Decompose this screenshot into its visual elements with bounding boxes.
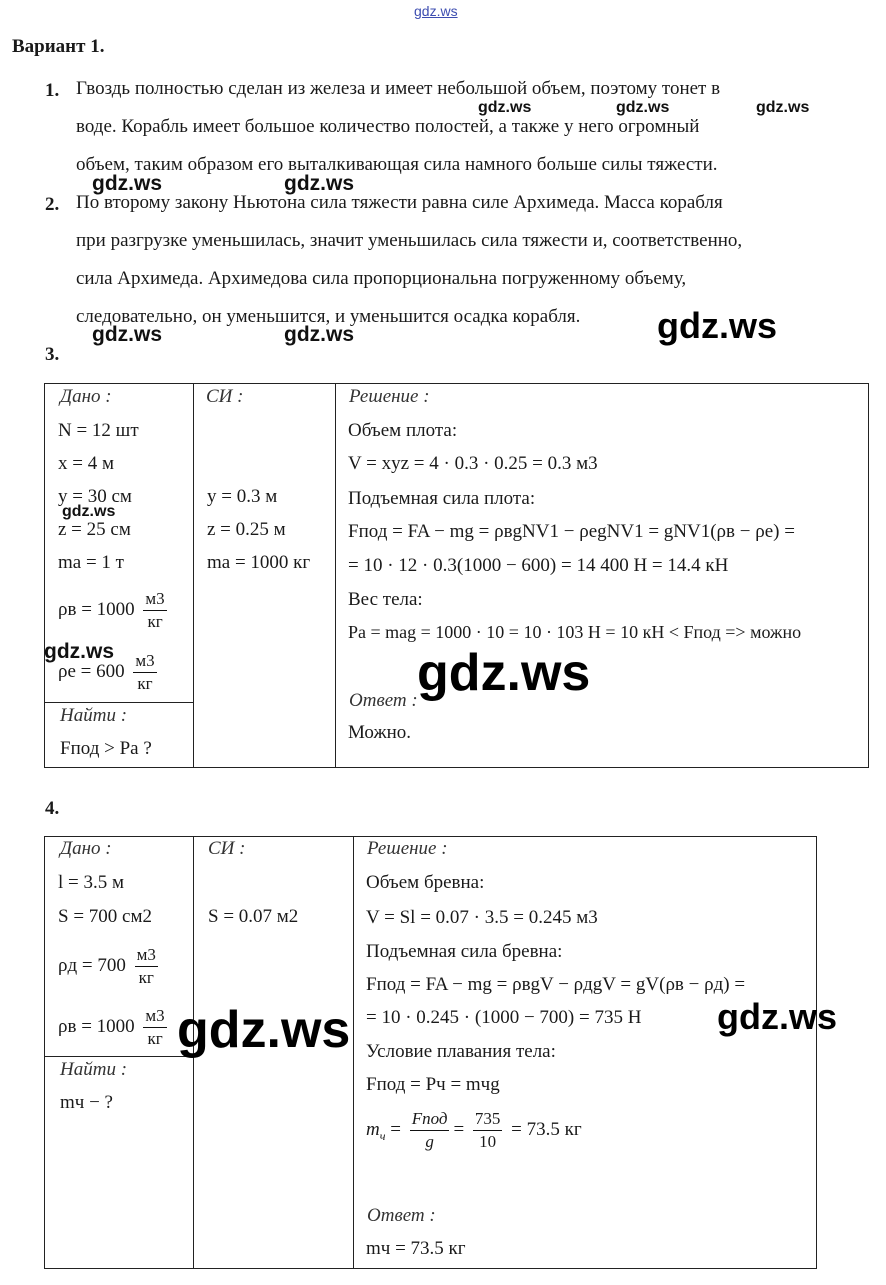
watermark: gdz.ws <box>717 996 838 1037</box>
t3-find-header: Найти : <box>60 705 128 726</box>
task-3-number: 3. <box>45 344 60 365</box>
t3-sol-6: Pа = mаg = 1000 · 10 = 10 · 103 Н = 10 кН < Fпод => можно <box>348 622 802 642</box>
t4-answer: mч = 73.5 кг <box>366 1238 466 1259</box>
watermark: gdz.ws <box>177 1001 351 1059</box>
t4-given-header: Дано : <box>60 838 112 859</box>
watermark: gdz.ws <box>284 323 355 346</box>
watermark: gdz.ws <box>756 99 810 116</box>
t4-given-S: S = 700 см2 <box>58 906 152 927</box>
t4-find-header: Найти : <box>60 1059 128 1080</box>
t3-answer-header: Ответ : <box>349 690 418 711</box>
watermark: gdz.ws <box>92 323 163 346</box>
t3-given-header: Дано : <box>60 386 112 407</box>
t3-find: Fпод > Pа ? <box>60 738 152 759</box>
t4-sol-3: Fпод = FA − mg = ρвgV − ρдgV = gV(ρв − ρд) = <box>366 974 746 995</box>
t3-given-y: y = 30 см <box>58 486 132 507</box>
t3-si-header: СИ : <box>206 386 244 407</box>
t4-sol-6: Fпод = Pч = mчg <box>366 1074 500 1095</box>
t3-si-y: y = 0.3 м <box>207 486 278 507</box>
task-2-text: По второму закону Ньютона сила тяжести равна силе Архимеда. Масса корабля при разгрузке уменьшилась, значит уменьшилась сила тяжести и, соответственно, сила Архимеда. Архимедова сила пропорциональна погруженному объему, следовательно, он уменьшится, и уменьшится осадка корабля. <box>76 192 743 327</box>
t3-given-ma: mа = 1 т <box>58 552 124 573</box>
t3-given-z: z = 25 см <box>58 519 131 540</box>
t3-given-rho-v: ρв = 1000 $\frac{м3}{кг}$ <box>58 589 165 631</box>
t4-given-rho-v: ρв = 1000 $\frac{м3}{кг}$ <box>58 1006 165 1048</box>
t3-given-rho-e: ρе = 600 $\frac{м3}{кг}$ <box>58 651 155 693</box>
t4-sol-2: Подъемная сила бревна: <box>366 941 563 962</box>
t3-given-x: x = 4 м <box>58 453 114 474</box>
t4-si-header: СИ : <box>208 838 246 859</box>
t3-given-N: N = 12 шт <box>58 420 139 441</box>
watermark: gdz.ws <box>62 503 116 520</box>
t4-si-S: S = 0.07 м2 <box>208 906 299 927</box>
t4-sol-5: Условие плавания тела: <box>366 1041 556 1062</box>
watermark-top[interactable]: gdz.ws <box>414 3 458 19</box>
task-2-number: 2. <box>45 194 60 215</box>
t4-sol-1: V = Sl = 0.07 · 3.5 = 0.245 м3 <box>366 907 598 928</box>
watermark: gdz.ws <box>616 99 670 116</box>
t4-sol-0: Объем бревна: <box>366 872 485 893</box>
watermark: gdz.ws <box>657 305 778 346</box>
t4-sol-7: $m_ч$ = $\frac{\text{Fпод}}{g}$ = $\frac{735}{10}$ = 73.5 кг <box>366 1109 582 1151</box>
t4-sol-4: = 10 · 0.245 · (1000 − 700) = 735 Н <box>366 1007 642 1028</box>
t3-si-ma: mа = 1000 кг <box>207 552 311 573</box>
watermark: gdz.ws <box>478 99 532 116</box>
t4-solution-header: Решение : <box>367 838 448 859</box>
watermark: gdz.ws <box>284 172 355 195</box>
t3-sol-4: = 10 · 12 · 0.3(1000 − 600) = 14 400 Н = 14.4 кН <box>348 555 729 576</box>
t3-sol-0: Объем плота: <box>348 420 458 441</box>
t4-given-l: l = 3.5 м <box>58 872 125 893</box>
task-4-number: 4. <box>45 798 60 819</box>
t4-given-rho-d: ρд = 700 $\frac{м3}{кг}$ <box>58 945 156 987</box>
watermark: gdz.ws <box>92 172 163 195</box>
t4-answer-header: Ответ : <box>367 1205 436 1226</box>
watermark: gdz.ws <box>44 640 115 663</box>
t3-sol-2: Подъемная сила плота: <box>348 488 536 509</box>
variant-title: Вариант 1. <box>12 36 105 57</box>
t3-sol-3: Fпод = FA − mg = ρвgNV1 − ρеgNV1 = gNV1(ρв − ρе) = <box>348 521 795 542</box>
t3-sol-5: Вес тела: <box>348 589 423 610</box>
task-1-text: Гвоздь полностью сделан из железа и имеет небольшой объем, поэтому тонет в воде. Корабль имеет большое количество полостей, а также у него огромный объем, таким образом его выталкивающая сила намного больше силы тяжести. <box>76 78 721 175</box>
watermark: gdz.ws <box>417 644 591 702</box>
t3-answer: Можно. <box>348 722 411 743</box>
t3-solution-header: Решение : <box>349 386 430 407</box>
t4-find: mч − ? <box>60 1092 113 1113</box>
t3-sol-1: V = xyz = 4 · 0.3 · 0.25 = 0.3 м3 <box>348 453 598 474</box>
t3-si-z: z = 0.25 м <box>207 519 286 540</box>
task-1-number: 1. <box>45 80 60 101</box>
